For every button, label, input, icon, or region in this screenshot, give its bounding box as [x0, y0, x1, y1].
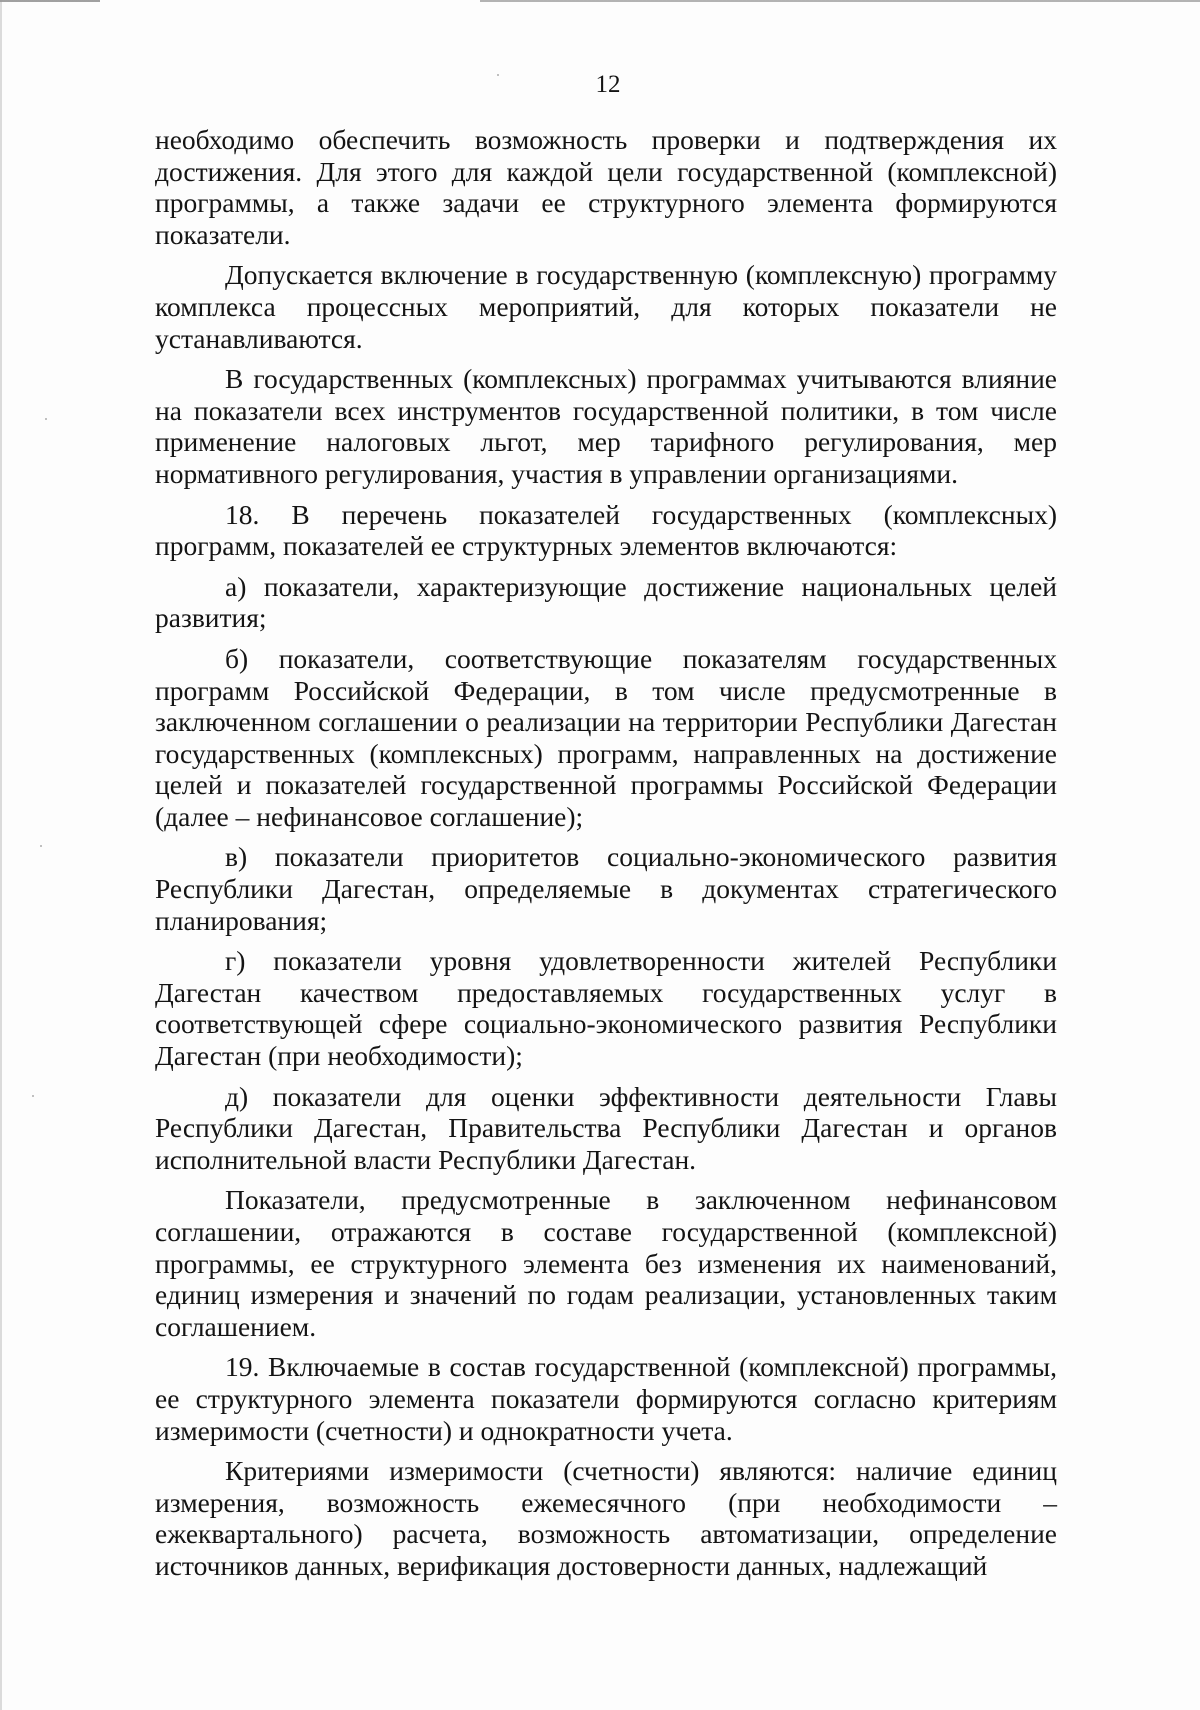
- paragraph: Допускается включение в государственную (комплексную) программу комплекса процессных мероприятий, для которых показатели не устанавливаются.: [155, 259, 1057, 354]
- list-item: д) показатели для оценки эффективности деятельности Главы Республики Дагестан, Правительства Республики Дагестан и органов исполнительной власти Республики Дагестан.: [155, 1080, 1057, 1175]
- paragraph: Критериями измеримости (счетности) являются: наличие единиц измерения, возможность ежемесячного (при необходимости – ежеквартального) расчета, возможность автоматизации, определение источников данных, верификация достоверности данных, надлежащий: [155, 1455, 1057, 1581]
- scan-left-edge: [0, 0, 2, 1710]
- page-number: 12: [595, 71, 621, 98]
- list-item: а) показатели, характеризующие достижение национальных целей развития;: [155, 570, 1057, 634]
- scan-speck: [32, 1095, 34, 1097]
- list-item: б) показатели, соответствующие показателям государственных программ Российской Федерации, в том числе предусмотренные в заключенном соглашении о реализации на территории Республики Дагестан государственных (комплексных) программ, направленных на достижение целей и показателей государственной программы Российской Федерации (далее – нефинансовое соглашение);: [155, 642, 1057, 832]
- scan-speck: [45, 418, 47, 420]
- paragraph: Показатели, предусмотренные в заключенном нефинансовом соглашении, отражаются в составе государственной (комплексной) программы, ее структурного элемента без изменения их наименований, единиц измерения и значений по годам реализации, установленных таким соглашением.: [155, 1184, 1057, 1342]
- paragraph: В государственных (комплексных) программах учитываются влияние на показатели всех инструментов государственной политики, в том числе применение налоговых льгот, мер тарифного регулирования, мер нормативного регулирования, участия в управлении организациями.: [155, 363, 1057, 489]
- list-item: в) показатели приоритетов социально-экономического развития Республики Дагестан, определяемые в документах стратегического планирования;: [155, 841, 1057, 936]
- paragraph: 18. В перечень показателей государственных (комплексных) программ, показателей ее структурных элементов включаются:: [155, 498, 1057, 562]
- paragraph: необходимо обеспечить возможность проверки и подтверждения их достижения. Для этого для каждой цели государственной (комплексной) программы, а также задачи ее структурного элемента формируются показатели.: [155, 124, 1057, 250]
- paragraph: 19. Включаемые в состав государственной (комплексной) программы, ее структурного элемента показатели формируются согласно критериям измеримости (счетности) и однократности учета.: [155, 1351, 1057, 1446]
- document-body: [155, 124, 1057, 1591]
- scan-speck: [40, 845, 42, 847]
- scan-top-edge: [0, 0, 1200, 2]
- list-item: г) показатели уровня удовлетворенности жителей Республики Дагестан качеством предоставляемых государственных услуг в соответствующей сфере социально-экономического развития Республики Дагестан (при необходимости);: [155, 945, 1057, 1072]
